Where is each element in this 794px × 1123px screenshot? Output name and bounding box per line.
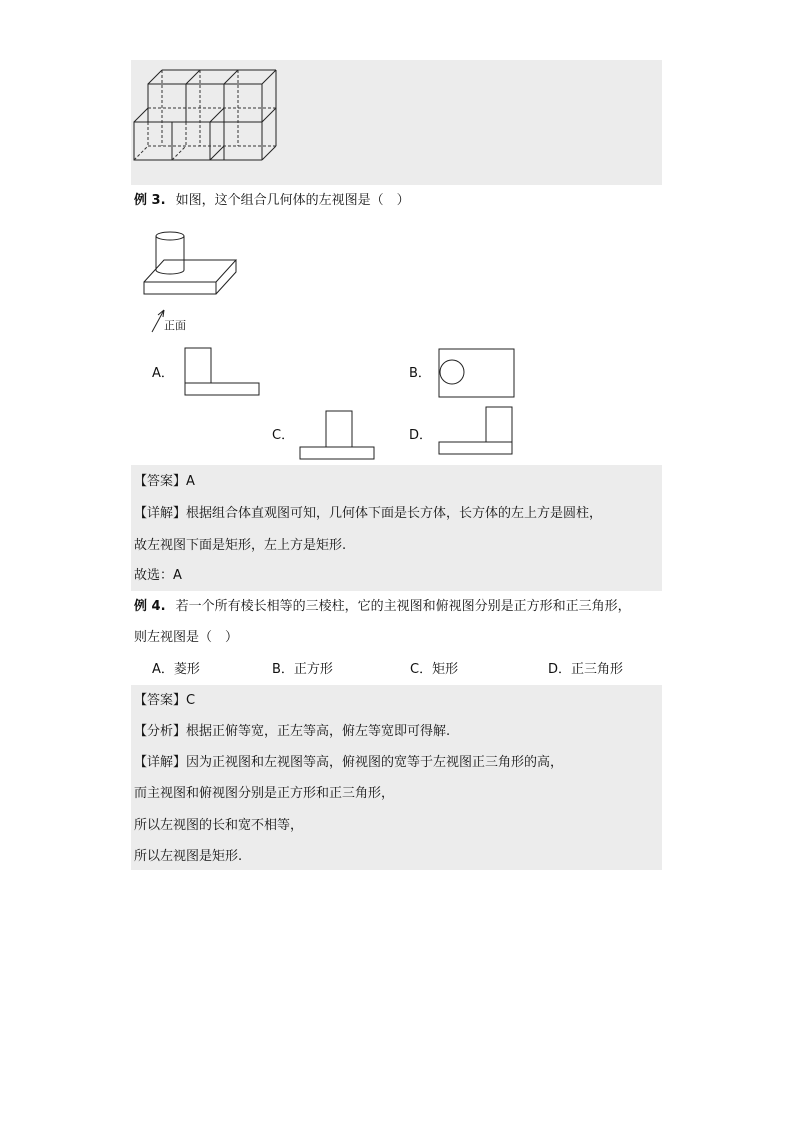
option-a-figure xyxy=(184,347,260,397)
example4-detail-line2: 而主视图和俯视图分别是正方形和正三角形， xyxy=(134,786,395,801)
answer-value: A xyxy=(186,474,195,489)
option-c-figure xyxy=(299,410,375,461)
example3-answer xyxy=(134,474,195,490)
cubes-figure xyxy=(130,66,285,181)
example4-detail-line4: 所以左视图是矩形. xyxy=(134,849,243,864)
example4-label: 例 4. xyxy=(134,599,166,614)
example4-answer xyxy=(134,693,195,709)
option-a-letter: A． xyxy=(152,366,174,381)
example4-solution-box xyxy=(131,685,662,870)
detail-tag: 【详解】 xyxy=(134,755,187,770)
example4-option-c: C．矩形 xyxy=(410,662,459,677)
example3-solution-box xyxy=(131,465,662,591)
analysis-text: 根据正俯等宽，正左等高，俯左等宽即可得解. xyxy=(186,724,451,739)
detail-tag: 【详解】 xyxy=(134,506,187,521)
analysis-tag: 【分析】 xyxy=(134,724,187,739)
example4-question: 若一个所有棱长相等的三棱柱，它的主视图和俯视图分别是正方形和正三角形， xyxy=(175,599,631,614)
front-view-label: 正面 xyxy=(164,319,186,332)
example4-detail-line1 xyxy=(134,755,563,771)
example3-prompt xyxy=(134,193,410,209)
example3-detail-line1 xyxy=(134,506,602,522)
example3-question: 如图，这个组合几何体的左视图是（ ） xyxy=(175,193,410,208)
example3-detail-line2: 故左视图下面是矩形，左上方是矩形. xyxy=(134,538,347,553)
example3-label: 例 3. xyxy=(134,193,166,208)
example4-prompt-line2: 则左视图是（ ） xyxy=(134,630,239,645)
example4-prompt-line1 xyxy=(134,599,631,615)
combined-solid-figure xyxy=(138,226,240,336)
example3-choice: 故选：A xyxy=(134,568,182,583)
detail-text: 根据组合体直观图可知，几何体下面是长方体，长方体的左上方是圆柱， xyxy=(186,506,603,521)
option-d-letter: D． xyxy=(409,428,433,443)
option-d-figure xyxy=(438,406,514,456)
option-c-letter: C． xyxy=(272,428,295,443)
detail-text: 因为正视图和左视图等高，俯视图的宽等于左视图正三角形的高， xyxy=(186,755,564,770)
answer-value: C xyxy=(186,693,196,708)
answer-tag: 【答案】 xyxy=(134,474,187,489)
example4-option-b: B．正方形 xyxy=(272,662,333,677)
answer-tag: 【答案】 xyxy=(134,693,187,708)
example4-analysis xyxy=(134,724,450,740)
example4-detail-line3: 所以左视图的长和宽不相等， xyxy=(134,818,304,833)
example4-option-d: D．正三角形 xyxy=(548,662,624,677)
option-b-figure xyxy=(438,348,515,398)
option-b-letter: B． xyxy=(409,366,431,381)
example4-option-a: A．菱形 xyxy=(152,662,200,677)
